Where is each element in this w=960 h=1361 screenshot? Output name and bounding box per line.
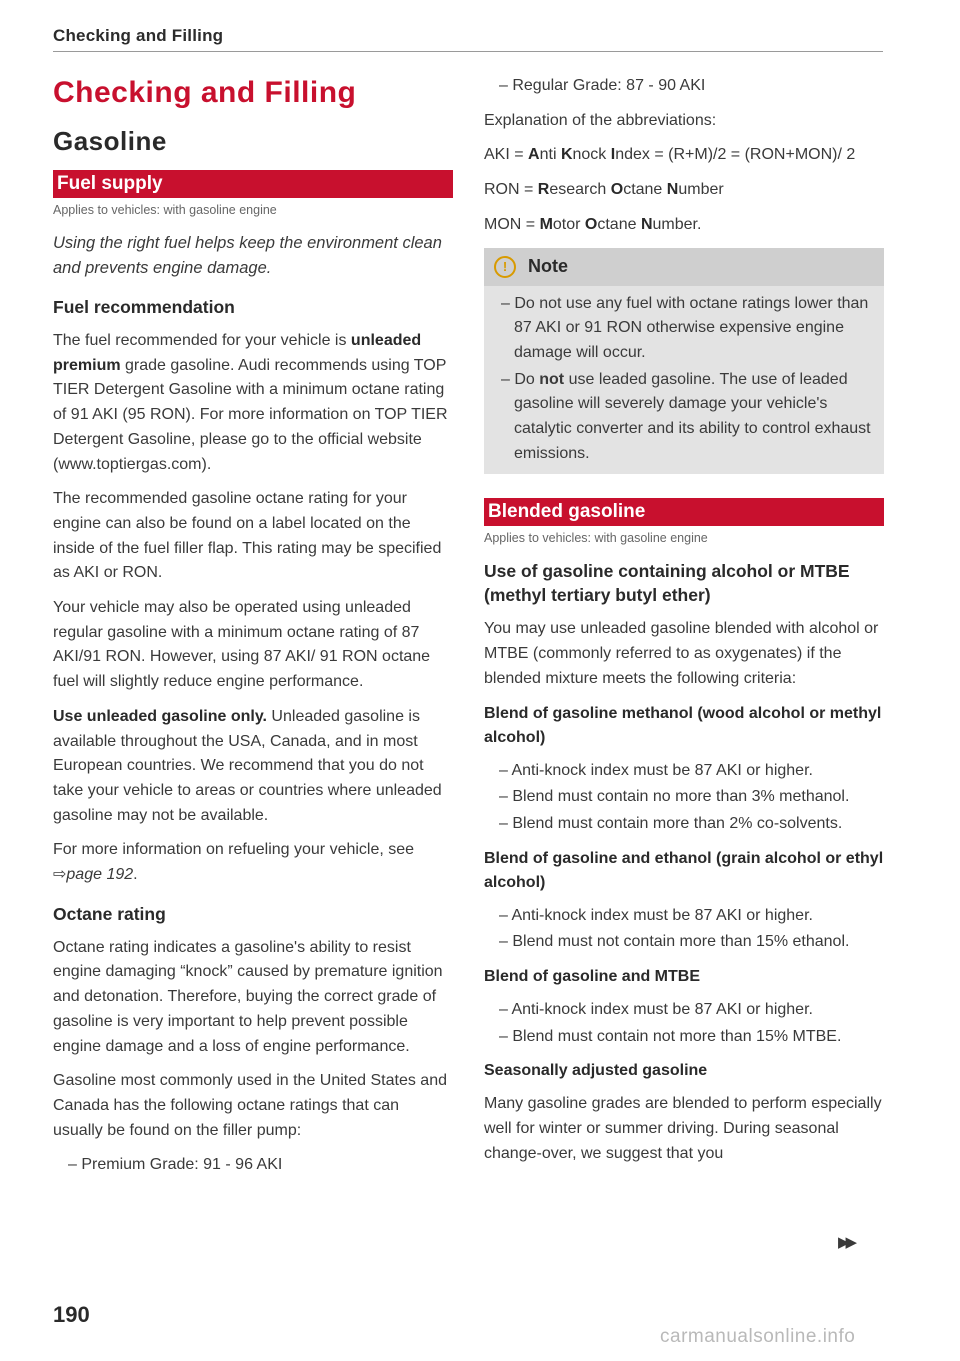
mon-O: O (584, 215, 598, 233)
mon-M: M (539, 215, 553, 233)
octane-definition-paragraph: Octane rating indicates a gasoline's ability to resist engine damaging “knock” caused by premature ignition and detonation. Therefore, buying the correct grade of gasoline is very important to help prevent possible engine damage and a loss of engine performance. (53, 938, 443, 1055)
fuel-supply-applies: Applies to vehicles: with gasoline engine (53, 203, 277, 217)
ethanol-item-aki: – Anti-knock index must be 87 AKI or higher. (499, 906, 813, 924)
note-box (484, 248, 884, 475)
regular-gasoline-paragraph: Your vehicle may also be operated using unleaded regular gasoline with a minimum octane rating of 87 AKI/91 RON. However, using 87 AKI/ 91 RON octane fuel will slightly reduce engine performance. (53, 599, 431, 691)
ron-R: R (537, 181, 550, 199)
ron-d: umber (678, 181, 724, 199)
section-title: Gasoline (53, 126, 167, 156)
octane-rating-heading: Octane rating (53, 903, 166, 924)
ron-b: esearch (549, 181, 611, 199)
aki-b: nti (539, 146, 561, 164)
mon-b: otor (552, 215, 585, 233)
mon-d: umber. (652, 215, 702, 233)
aki-c: nock (572, 146, 611, 164)
seasonal-heading: Seasonally adjusted gasoline (484, 1062, 708, 1080)
methanol-item-cosolvents: – Blend must contain more than 2% co-solvents. (499, 814, 843, 832)
blended-applies: Applies to vehicles: with gasoline engine (484, 531, 708, 546)
fuel-recommendation-heading: Fuel recommendation (53, 297, 235, 317)
ron-O: O (610, 181, 624, 199)
abbreviations-heading: Explanation of the abbreviations: (484, 111, 717, 129)
mon-definition (484, 213, 884, 238)
fuel-recommendation-paragraph (53, 329, 453, 477)
mon-c: ctane (597, 215, 641, 233)
mon-N: N (640, 215, 653, 233)
aki-d: ndex = (R+M)/2 = (RON+MON)/ 2 (615, 146, 856, 164)
ron-N: N (666, 181, 679, 199)
watermark-logo: carmanualsonline.info (660, 1326, 856, 1347)
refueling-text: For more information on refueling your vehicle, see (53, 841, 415, 859)
unleaded-only-text: Unleaded gasoline is available throughout the USA, Canada, and in most European countries. We recommend that you do not take your vehicle to areas or countries where unleaded gasoline may not be available. (53, 707, 442, 824)
header-rule (53, 51, 883, 52)
fuel-supply-intro: Using the right fuel helps keep the environment clean and prevents engine damage. (53, 234, 442, 277)
continue-arrow-icon: ▶▶ (838, 1234, 854, 1251)
unleaded-only-paragraph (53, 705, 453, 829)
methanol-heading: Blend of gasoline methanol (wood alcohol or methyl alcohol) (484, 704, 882, 746)
methanol-item-aki: – Anti-knock index must be 87 AKI or higher. (499, 761, 813, 779)
chapter-title: Checking and Filling (53, 76, 357, 109)
unleaded-only-bold: Use unleaded gasoline only. (53, 707, 267, 725)
note-item-leaded (484, 368, 874, 467)
refueling-end: . (133, 866, 138, 884)
note-title: Note (528, 256, 568, 277)
octane-common-paragraph: Gasoline most commonly used in the United States and Canada has the following octane ratings that can usually be found on the filler pump: (53, 1072, 447, 1139)
fuel-rec-text-b: grade gasoline. Audi recommends using TOP TIER Detergent Gasoline with a minimum octane rating of 91 AKI (95 RON). For more information on TOP TIER Detergent Gasoline, please go to the official website (www.toptiergas.com). (53, 356, 448, 473)
aki-A: A (528, 146, 540, 164)
alcohol-mtbe-heading: Use of gasoline containing alcohol or MTBE (methyl tertiary butyl ether) (484, 561, 850, 606)
fuel-rec-bold: unleaded premium (53, 332, 422, 374)
page-number: 190 (53, 1302, 90, 1327)
blended-intro: You may use unleaded gasoline blended with alcohol or MTBE (commonly referred to as oxygenates) if the blended mixture meets the following criteria: (484, 620, 879, 687)
mtbe-heading: Blend of gasoline and MTBE (484, 968, 701, 986)
aki-I: I (610, 146, 616, 164)
note-item2-a: – Do (501, 370, 540, 388)
note-item-octane: – Do not use any fuel with octane ratings lower than 87 AKI or 91 RON otherwise expensive engine damage will occur. (501, 294, 869, 361)
mtbe-item-aki: – Anti-knock index must be 87 AKI or higher. (499, 1001, 813, 1019)
mtbe-item-limit: – Blend must contain not more than 15% MTBE. (499, 1027, 842, 1045)
warning-circle-icon: ! (494, 256, 516, 278)
note-body (484, 286, 884, 475)
octane-label-paragraph: The recommended gasoline octane rating for your engine can also be found on a label located on the inside of the fuel filler flap. This rating may be specified as AKI or RON. (53, 490, 442, 582)
note-item2-bold: not (539, 370, 565, 388)
running-header: Checking and Filling (53, 26, 224, 45)
page-reference-link[interactable]: page 192 (66, 866, 134, 884)
ethanol-heading: Blend of gasoline and ethanol (grain alcohol or ethyl alcohol) (484, 849, 884, 891)
aki-definition (484, 143, 884, 168)
right-column (484, 74, 884, 1177)
ron-a: RON = (484, 181, 538, 199)
ron-definition (484, 178, 884, 203)
refueling-reference-paragraph (53, 838, 453, 887)
note-item2-b: use leaded gasoline. The use of leaded gasoline will severely damage your vehicle's catalytic converter and its ability to control exhaust emissions. (514, 370, 871, 462)
left-column (53, 70, 453, 1180)
ron-c: ctane (623, 181, 667, 199)
ethanol-item-limit: – Blend must not contain more than 15% ethanol. (499, 933, 850, 951)
methanol-item-limit: – Blend must contain no more than 3% methanol. (499, 788, 850, 806)
mon-a: MON = (484, 215, 540, 233)
fuel-supply-bar: Fuel supply (53, 170, 453, 198)
seasonal-paragraph: Many gasoline grades are blended to perform especially well for winter or summer driving. During seasonal change-over, we suggest that you (484, 1095, 882, 1162)
blended-gasoline-bar: Blended gasoline (484, 498, 884, 526)
note-header (484, 248, 884, 286)
arrow-right-icon: ⇨ (53, 866, 67, 884)
regular-grade-item: – Regular Grade: 87 - 90 AKI (499, 77, 706, 94)
aki-K: K (560, 146, 573, 164)
aki-a: AKI = (484, 146, 529, 164)
premium-grade-item: – Premium Grade: 91 - 96 AKI (68, 1156, 283, 1174)
fuel-rec-text-a: The fuel recommended for your vehicle is (53, 332, 351, 349)
